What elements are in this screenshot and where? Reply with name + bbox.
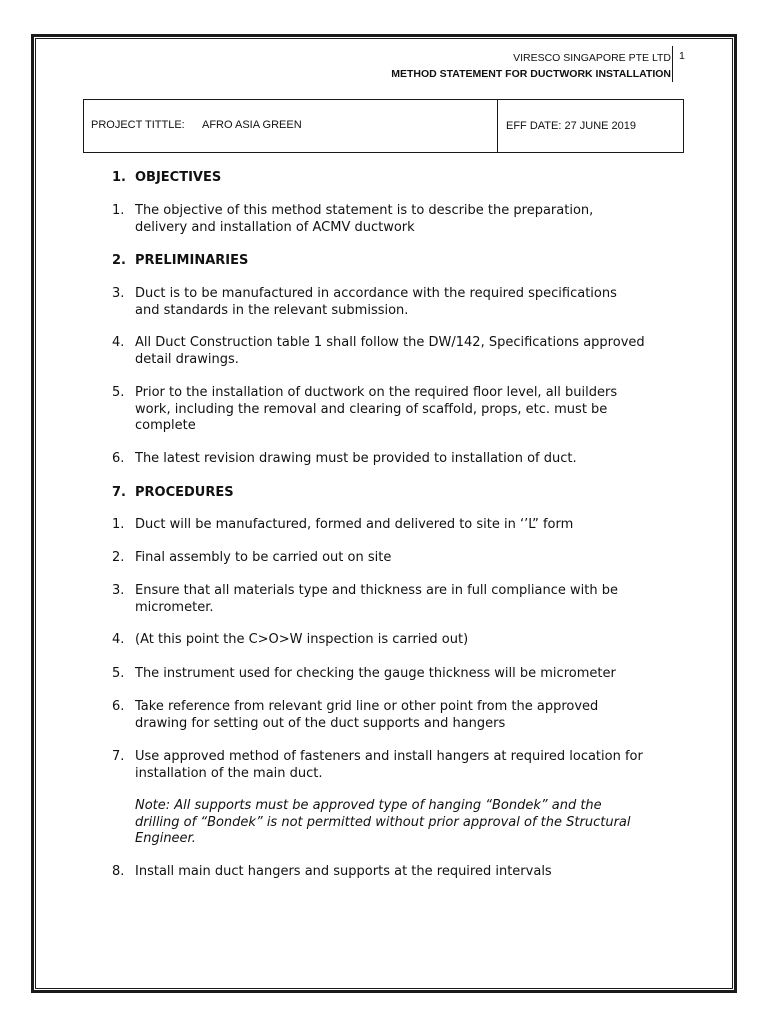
list-item-line: installation of the main duct. — [135, 765, 323, 781]
list-item-number: 3. — [112, 286, 125, 301]
list-item-line: The objective of this method statement is to describe the preparation, — [135, 203, 594, 218]
section-number: 2. — [112, 253, 126, 268]
list-item-line: micrometer. — [135, 599, 214, 615]
list-item-text — [135, 335, 680, 368]
list-item-line: Duct is to be manufactured in accordance with the required specifications — [135, 286, 617, 301]
list-item-line: and standards in the relevant submission. — [135, 302, 409, 318]
list-item-text — [135, 451, 680, 468]
list-item-line: Install main duct hangers and supports at the required intervals — [135, 864, 552, 879]
list-item-number: 6. — [112, 699, 125, 714]
list-item-text — [135, 699, 680, 732]
project-title-label: PROJECT TITTLE: — [91, 119, 185, 131]
list-item-text — [135, 203, 680, 236]
list-item-line: detail drawings. — [135, 351, 239, 367]
list-item-text — [135, 517, 680, 534]
list-item-number: 5. — [112, 666, 125, 681]
project-title-cell — [84, 100, 498, 152]
note-line: Engineer. — [135, 831, 196, 846]
list-item-line: complete — [135, 418, 196, 433]
list-item-line: All Duct Construction table 1 shall follow the DW/142, Specifications approved — [135, 335, 645, 350]
list-item-text — [135, 286, 680, 319]
list-item-number: 4. — [112, 632, 125, 647]
section-title: PROCEDURES — [135, 485, 234, 500]
list-item-text — [135, 583, 680, 616]
list-item-text — [135, 666, 680, 683]
project-title-value: AFRO ASIA GREEN — [202, 119, 302, 131]
list-item-text — [135, 385, 680, 435]
list-item-number: 3. — [112, 583, 125, 598]
list-item-number: 2. — [112, 550, 125, 565]
list-item-line: drawing for setting out of the duct supports and hangers — [135, 715, 506, 731]
list-item-text — [135, 632, 680, 649]
list-item-line: Use approved method of fasteners and install hangers at required location for — [135, 749, 643, 764]
list-item-line: Prior to the installation of ductwork on the required floor level, all builders — [135, 385, 618, 400]
structural-note — [135, 798, 680, 848]
list-item-number: 1. — [112, 203, 125, 218]
list-item-text — [135, 864, 680, 881]
company-name: VIRESCO SINGAPORE PTE LTD — [513, 52, 671, 64]
list-item-line: work, including the removal and clearing of scaffold, props, etc. must be — [135, 401, 608, 417]
list-item-text — [135, 550, 680, 567]
list-item-line: (At this point the C>O>W inspection is carried out) — [135, 632, 469, 647]
list-item-number: 7. — [112, 749, 125, 764]
section-title: PRELIMINARIES — [135, 253, 249, 268]
list-item-line: Duct will be manufactured, formed and delivered to site in ‘’L” form — [135, 517, 574, 532]
header-divider — [672, 46, 673, 82]
section-number: 1. — [112, 170, 126, 185]
section-number: 7. — [112, 485, 126, 500]
list-item-number: 4. — [112, 335, 125, 350]
effective-date: EFF DATE: 27 JUNE 2019 — [506, 120, 637, 132]
note-line: Note: All supports must be approved type of hanging “Bondek” and the — [135, 798, 602, 813]
project-info-table — [83, 99, 684, 153]
document-header — [391, 50, 671, 82]
list-item-line: The latest revision drawing must be provided to installation of duct. — [135, 451, 577, 466]
note-line: drilling of “Bondek” is not permitted without prior approval of the Structural — [135, 814, 631, 830]
list-item-line: Final assembly to be carried out on site — [135, 550, 392, 565]
section-title: OBJECTIVES — [135, 170, 222, 185]
list-item-number: 5. — [112, 385, 125, 400]
list-item-line: delivery and installation of ACMV ductwork — [135, 219, 415, 235]
list-item-number: 8. — [112, 864, 125, 879]
list-item-line: The instrument used for checking the gauge thickness will be micrometer — [135, 666, 616, 681]
list-item-text — [135, 749, 680, 782]
list-item-line: Take reference from relevant grid line or other point from the approved — [135, 699, 599, 714]
list-item-number: 6. — [112, 451, 125, 466]
document-title: METHOD STATEMENT FOR DUCTWORK INSTALLATION — [391, 68, 671, 80]
page-number: 1 — [679, 50, 685, 62]
list-item-number: 1. — [112, 517, 125, 532]
list-item-line: Ensure that all materials type and thickness are in full compliance with be — [135, 583, 618, 598]
